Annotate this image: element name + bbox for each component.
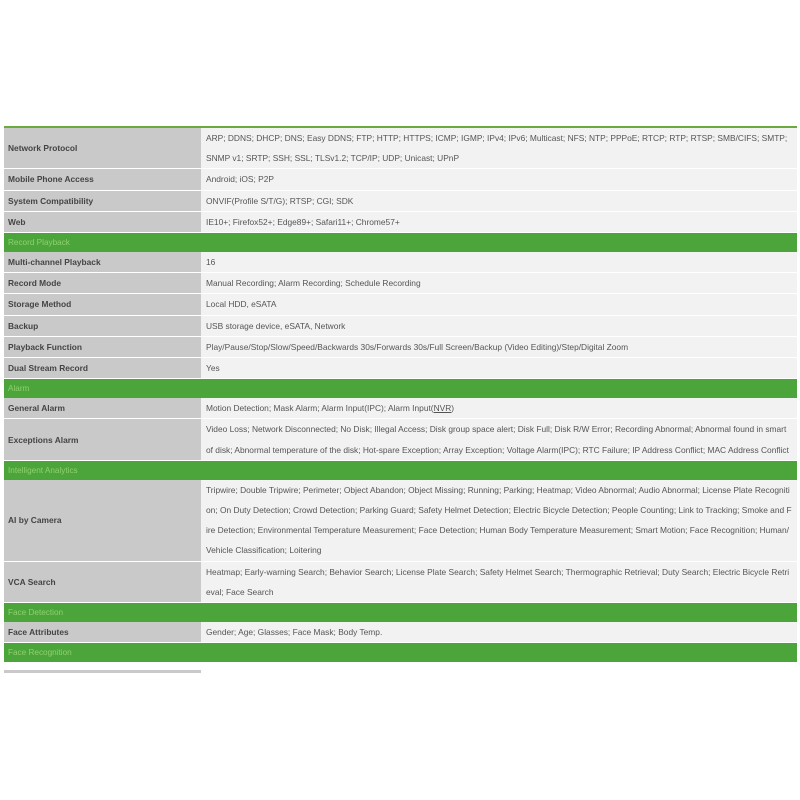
table-row (4, 358, 797, 379)
section-title: Record Playback (4, 233, 797, 253)
row-value: Yes (201, 358, 797, 379)
row-label: Network Protocol (4, 128, 201, 169)
table-row (4, 169, 797, 190)
table-row (4, 252, 797, 273)
row-label: AI by Camera (4, 480, 201, 561)
row-label: Backup (4, 315, 201, 336)
row-value: Android; iOS; P2P (201, 169, 797, 190)
row-value: Heatmap; Early-warning Search; Behavior Search; License Plate Search; Safety Helmet Search; Thermographic Retrieval; Duty Search; Electric Bicycle Retrieval; Face Search (201, 561, 797, 602)
section-title: Alarm (4, 379, 797, 399)
table-row (4, 336, 797, 357)
row-value: Gender; Age; Glasses; Face Mask; Body Temp. (201, 622, 797, 643)
section-title: Face Recognition (4, 643, 797, 663)
value-text: Motion Detection; Mask Alarm; Alarm Input(IPC); Alarm Input( (206, 403, 434, 414)
row-label: Playback Function (4, 336, 201, 357)
section-header-row (4, 460, 797, 480)
row-label: Web (4, 211, 201, 232)
table-row (4, 561, 797, 602)
table-row (4, 211, 797, 232)
table-row (4, 315, 797, 336)
section-header-row (4, 643, 797, 663)
row-value: Tripwire; Double Tripwire; Perimeter; Object Abandon; Object Missing; Running; Parking; Heatmap; Video Abnormal; Audio Abnormal; License Plate Recognition; On Duty Detection; Crowd Detection; Parking Guard; Safety Helmet Detection; Electric Bicycle Detection; People Counting; Link to Tracking; Smoke and Fire Detection; Environmental Temperature Measurement; Face Detection; Human Body Temperature Measurement; Smart Motion; Face Recognition; Human/Vehicle Classification; Loitering (201, 480, 797, 561)
row-label: Multi-channel Playback (4, 252, 201, 273)
row-value: Video Loss; Network Disconnected; No Disk; Illegal Access; Disk group space alert; Disk Full; Disk R/W Error; Recording Abnormal; Abnormal found in smart of disk; Abnormal temperature of the disk; Hot-spare Exception; Array Exception; Voltage Alarm(IPC); RTC Failure; IP Address Conflict; MAC Address Conflict (201, 419, 797, 460)
row-value: IE10+; Firefox52+; Edge89+; Safari11+; Chrome57+ (201, 211, 797, 232)
spec-table-container (4, 126, 797, 662)
table-row (4, 398, 797, 419)
row-label: General Alarm (4, 398, 201, 419)
table-row (4, 273, 797, 294)
row-value: Manual Recording; Alarm Recording; Schedule Recording (201, 273, 797, 294)
table-row (4, 622, 797, 643)
section-header-row (4, 379, 797, 399)
table-row (4, 480, 797, 561)
row-label: Exceptions Alarm (4, 419, 201, 460)
row-label: Storage Method (4, 294, 201, 315)
table-row (4, 419, 797, 460)
section-header-row (4, 233, 797, 253)
section-header-row (4, 603, 797, 623)
table-continuation-cell (4, 670, 201, 673)
row-value: ONVIF(Profile S/T/G); RTSP; CGI; SDK (201, 190, 797, 211)
row-value: USB storage device, eSATA, Network (201, 315, 797, 336)
row-value: Local HDD, eSATA (201, 294, 797, 315)
row-value (201, 398, 797, 419)
row-label: VCA Search (4, 561, 201, 602)
row-label: Mobile Phone Access (4, 169, 201, 190)
row-value: Play/Pause/Stop/Slow/Speed/Backwards 30s/Forwards 30s/Full Screen/Backup (Video Editing)/Step/Digital Zoom (201, 336, 797, 357)
table-row (4, 294, 797, 315)
section-title: Face Detection (4, 603, 797, 623)
row-value: ARP; DDNS; DHCP; DNS; Easy DDNS; FTP; HTTP; HTTPS; ICMP; IGMP; IPv4; IPv6; Multicast; NFS; NTP; PPPoE; RTCP; RTP; RTSP; SMB/CIFS; SMTP; SNMP v1; SRTP; SSH; SSL; TLSv1.2; TCP/IP; UDP; Unicast; UPnP (201, 128, 797, 169)
row-label: Record Mode (4, 273, 201, 294)
section-title: Intelligent Analytics (4, 460, 797, 480)
row-value: 16 (201, 252, 797, 273)
table-row (4, 190, 797, 211)
row-label: System Compatibility (4, 190, 201, 211)
nvr-link[interactable]: NVR (433, 403, 452, 414)
row-label: Dual Stream Record (4, 358, 201, 379)
value-text: ) (451, 403, 455, 414)
table-row (4, 128, 797, 169)
spec-table (4, 128, 797, 662)
row-label: Face Attributes (4, 622, 201, 643)
